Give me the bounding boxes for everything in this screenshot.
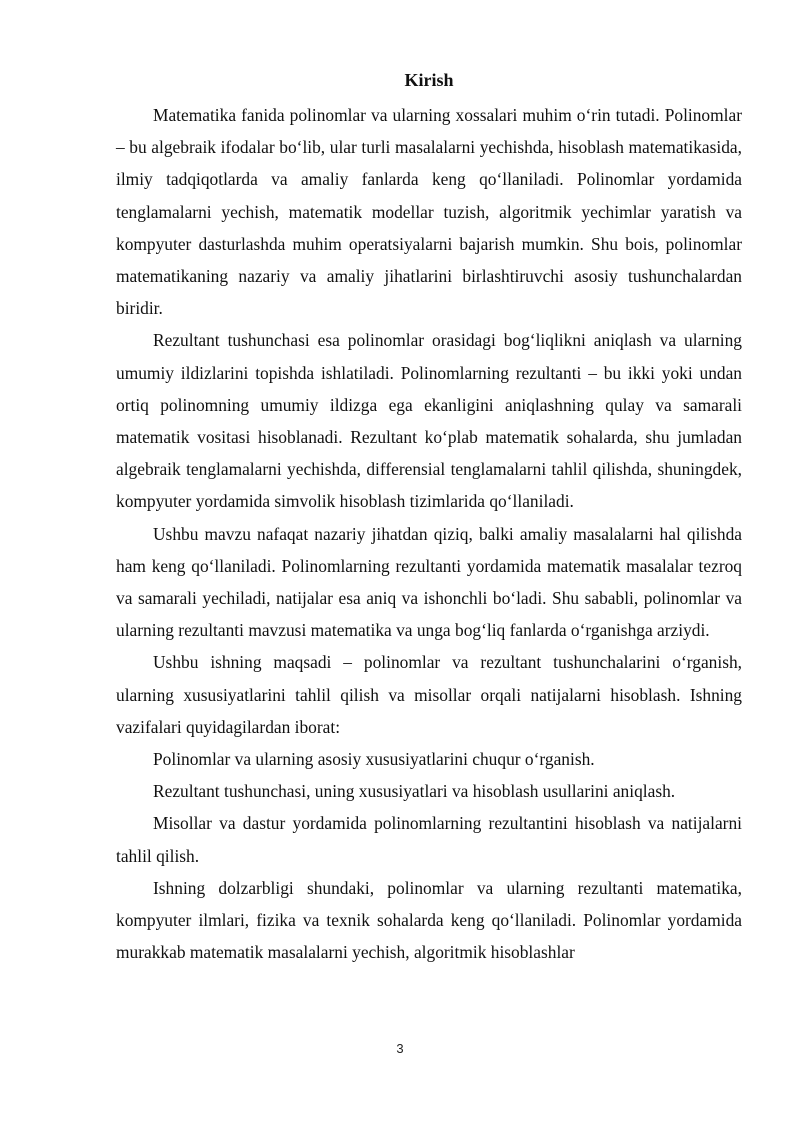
- paragraph-goal: Ushbu ishning maqsadi – polinomlar va rezultant tushunchalarini o‘rganish, ularning xususiyatlarini tahlil qilish va misollar orqali natijalarni hisoblash. Ishning vazifalari quyidagilardan iborat:: [116, 652, 742, 737]
- paragraph-intro: Matematika fanida polinomlar va ularning xossalari muhim o‘rin tutadi. Polinomlar – bu algebraik ifodalar bo‘lib, ular turli masalalarni yechishda, hisoblash matematikasida, ilmiy tadqiqotlarda va amaliy fanlarda keng qo‘llaniladi. Polinomlar yordamida tenglamalarni yechish, matematik modellar tuzish, algoritmik yechimlar yaratish va kompyuter dasturlashda muhim operatsiyalarni bajarish mumkin. Shu bois, polinomlar matematikaning nazariy va amaliy jihatlarini birlashtiruvchi asosiy tushunchalardan biridir.: [116, 105, 742, 319]
- section-title: Kirish: [404, 70, 454, 90]
- task-item-1: Polinomlar va ularning asosiy xususiyatlarini chuqur o‘rganish.: [153, 749, 595, 770]
- paragraph-relevance: Ushbu mavzu nafaqat nazariy jihatdan qiziq, balki amaliy masalalarni hal qilishda ham keng qo‘llaniladi. Polinomlarning rezultanti yordamida matematik masalalar tezroq va samarali yechiladi, natijalar esa aniq va ishonchli bo‘ladi. Shu sababli, polinomlar va ularning rezultanti mavzusi matematika va unga bog‘liq fanlarda o‘rganishga arziydi.: [116, 523, 742, 641]
- task-item-3: Misollar va dastur yordamida polinomlarning rezultantini hisoblash va natijalarni tahlil qilish.: [116, 813, 742, 866]
- task-item-2: Rezultant tushunchasi, uning xususiyatlari va hisoblash usullarini aniqlash.: [153, 781, 676, 802]
- page-number: 3: [396, 1041, 404, 1056]
- paragraph-resultant: Rezultant tushunchasi esa polinomlar orasidagi bog‘liqlikni aniqlash va ularning umumiy ildizlarini topishda ishlatiladi. Polinomlarning rezultanti – bu ikki yoki undan ortiq polinomning umumiy ildizga ega ekanligini aniqlashning qulay va samarali matematik vositasi hisoblanadi. Rezultant ko‘plab matematik sohalarda, shu jumladan algebraik tenglamalarni yechishda, differensial tenglamalarni tahlil qilishda, shuningdek, kompyuter yordamida simvolik hisoblash tizimlarida qo‘llaniladi.: [116, 330, 742, 512]
- document-page: [116, 68, 742, 968]
- paragraph-actuality: Ishning dolzarbligi shundaki, polinomlar va ularning rezultanti matematika, kompyuter ilmlari, fizika va texnik sohalarda keng qo‘llaniladi. Polinomlar yordamida murakkab matematik masalalarni yechish, algoritmik hisoblashlar: [116, 877, 742, 963]
